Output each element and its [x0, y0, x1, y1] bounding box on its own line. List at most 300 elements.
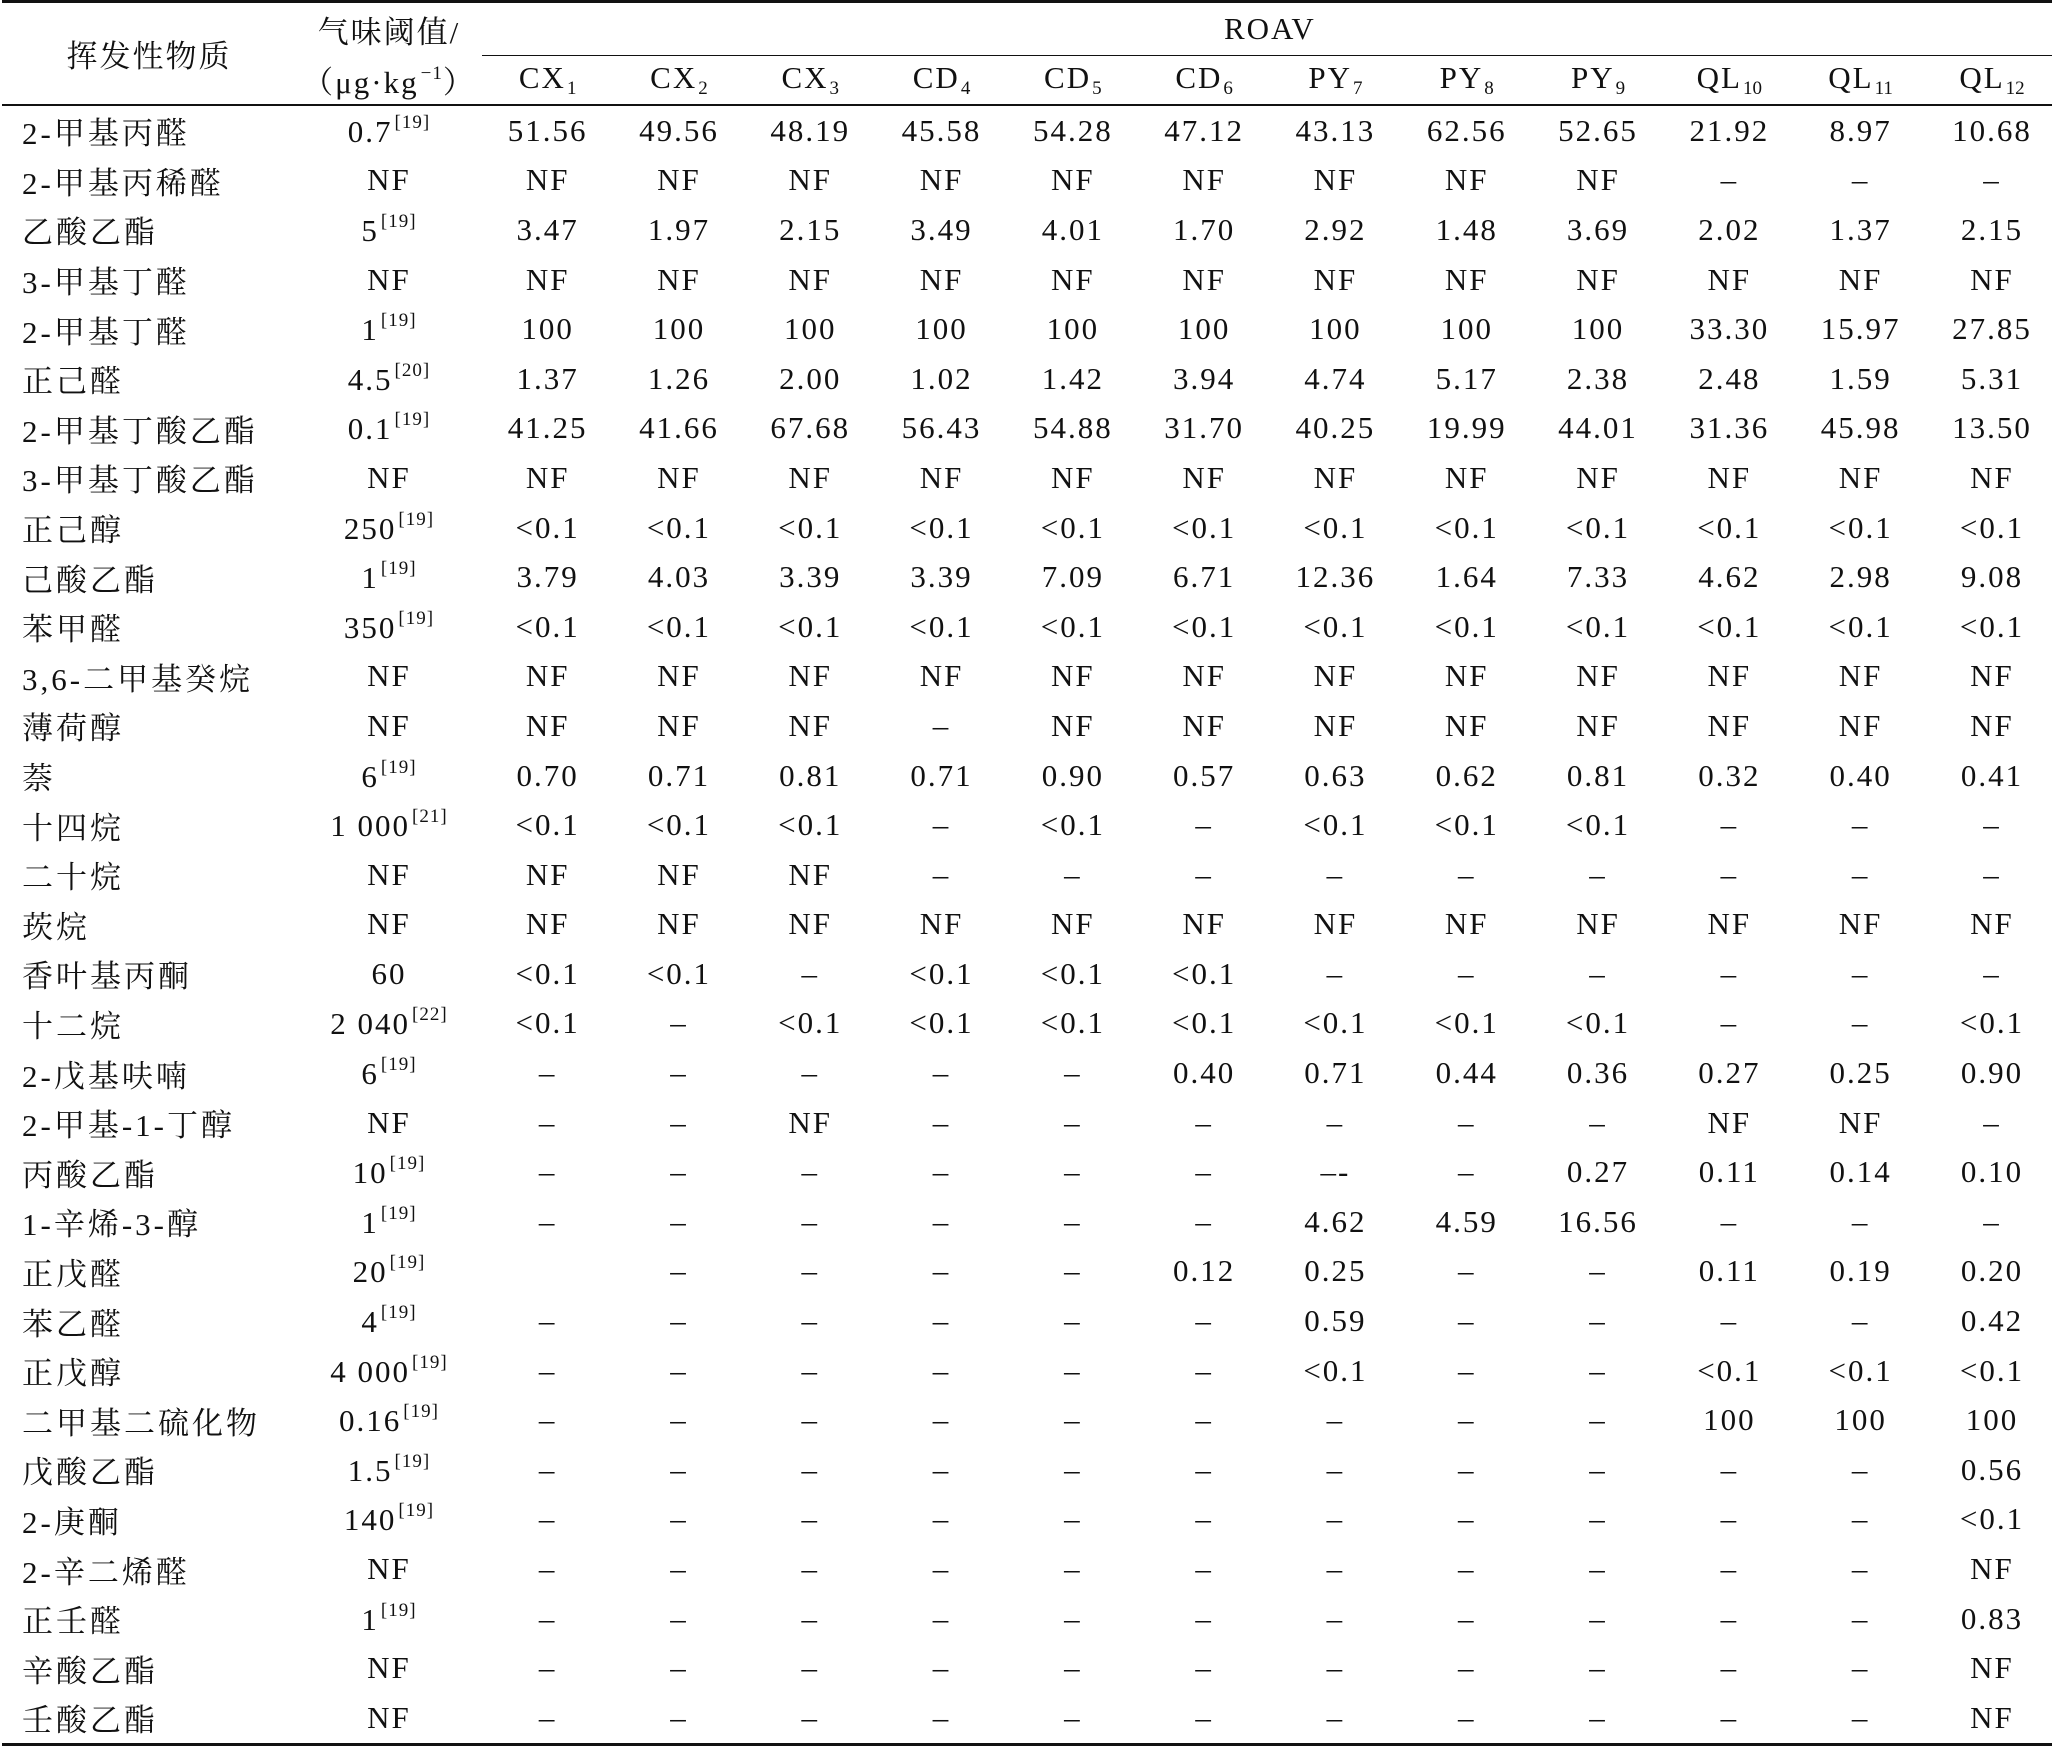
- roav-value-cell: NF: [525, 459, 570, 495]
- roav-value-cell: 31.70: [1164, 410, 1244, 446]
- compound-name-cell: 2-甲基丙稀醛: [22, 165, 224, 201]
- roav-value-cell: –: [1983, 1104, 2001, 1140]
- roav-value-cell: –: [1589, 1104, 1607, 1140]
- compound-name-cell: 正己醛: [22, 364, 124, 400]
- compound-name-cell: 正戊醛: [22, 1256, 124, 1292]
- roav-value-cell: <0.1: [1040, 807, 1105, 843]
- roav-value-cell: 62.56: [1426, 112, 1507, 148]
- roav-value-cell: 7.33: [1566, 559, 1630, 595]
- roav-value-cell: 54.88: [1032, 410, 1113, 446]
- roav-value-cell: NF: [1444, 658, 1489, 694]
- roav-value-cell: NF: [1313, 261, 1358, 297]
- compound-name-cell: 十四烷: [22, 810, 124, 846]
- roav-value-cell: 0.90: [1960, 1055, 2024, 1091]
- roav-value-cell: –: [1195, 1501, 1213, 1537]
- roav-value-cell: –: [670, 1352, 688, 1388]
- roav-value-cell: –: [1064, 1154, 1082, 1190]
- threshold-cell: 2 040 [22]: [330, 1004, 448, 1042]
- threshold-cell: 0.7 [19]: [347, 111, 431, 149]
- table-row: [2, 850, 2052, 900]
- roav-value-cell: <0.1: [646, 608, 712, 644]
- roav-value-cell: <0.1: [1303, 807, 1368, 843]
- roav-value-cell: <0.1: [1697, 608, 1762, 644]
- roav-value-cell: –: [932, 856, 951, 892]
- table-row: [2, 1395, 2052, 1445]
- sample-header: $QL_{10}$: [1664, 56, 1795, 106]
- roav-value-cell: 3.47: [516, 211, 579, 247]
- roav-value-cell: NF: [1182, 658, 1226, 694]
- roav-value-cell: –: [1457, 1501, 1476, 1537]
- roav-value-cell: NF: [1576, 162, 1620, 198]
- compound-name-cell: 香叶基丙酮: [22, 959, 192, 995]
- roav-value-cell: 13.50: [1952, 410, 2032, 446]
- threshold-cell: 1 [19]: [361, 1202, 417, 1240]
- roav-value-cell: 0.27: [1698, 1055, 1761, 1091]
- roav-value-cell: –: [1326, 1551, 1345, 1587]
- roav-value-cell: –: [1532, 1693, 1663, 1744]
- roav-value-cell: <0.1: [1697, 509, 1762, 545]
- roav-value-cell: –: [1851, 1451, 1870, 1487]
- roav-value-cell: –: [1195, 1551, 1213, 1587]
- roav-value-cell: 3.79: [516, 559, 579, 595]
- roav-value-cell: 2.00: [779, 360, 842, 396]
- roav-value-cell: 0.14: [1829, 1154, 1892, 1190]
- roav-value-cell: –-: [1320, 1154, 1351, 1190]
- roav-value-cell: 40.25: [1295, 410, 1376, 446]
- roav-value-cell: 56.43: [901, 410, 982, 446]
- roav-value-cell: NF: [1707, 459, 1752, 495]
- roav-value-cell: 48.19: [770, 112, 851, 148]
- roav-value-cell: –: [538, 1551, 557, 1587]
- roav-value-cell: 15.97: [1820, 311, 1901, 347]
- roav-value-cell: <0.1: [515, 509, 580, 545]
- roav-value-cell: NF: [1444, 906, 1489, 942]
- roav-value-cell: 100: [1046, 311, 1100, 347]
- roav-value-cell: –: [482, 1693, 613, 1744]
- table-header: [2, 2, 2052, 106]
- compound-name-cell: 2-甲基丙醛: [22, 116, 190, 152]
- roav-value-cell: –: [1457, 856, 1476, 892]
- roav-value-cell: –: [1664, 1693, 1795, 1744]
- roav-value-cell: –: [1326, 1402, 1345, 1438]
- roav-value-cell: <0.1: [1565, 807, 1631, 843]
- roav-value-cell: NF: [525, 261, 570, 297]
- roav-value-cell: 1.70: [1173, 211, 1236, 247]
- roav-value-cell: –: [932, 1203, 951, 1239]
- roav-value-cell: –: [1326, 1451, 1345, 1487]
- compound-name-cell: 2-甲基-1-丁醇: [22, 1108, 235, 1144]
- table-body: [2, 105, 2052, 1744]
- roav-value-cell: 2.98: [1829, 559, 1892, 595]
- sample-header: $PY_8$: [1401, 56, 1532, 106]
- roav-value-cell: NF: [1970, 1650, 2014, 1686]
- roav-value-cell: NF: [1707, 707, 1752, 743]
- roav-value-cell: 31.36: [1689, 410, 1770, 446]
- roav-value-cell: <0.1: [1959, 509, 2025, 545]
- roav-value-cell: –: [801, 1055, 819, 1091]
- threshold-cell: NF: [367, 1551, 411, 1587]
- table-row: [2, 255, 2052, 305]
- threshold-cell: 6 [19]: [361, 756, 417, 794]
- threshold-cell: 250 [19]: [343, 508, 435, 546]
- table-row: [2, 1445, 2052, 1495]
- roav-value-cell: NF: [657, 261, 701, 297]
- roav-value-cell: 16.56: [1558, 1203, 1638, 1239]
- roav-value-cell: –: [1457, 1253, 1476, 1289]
- table-row: [2, 1346, 2052, 1396]
- roav-value-cell: NF: [788, 162, 833, 198]
- roav-value-cell: NF: [525, 856, 570, 892]
- roav-value-cell: <0.1: [1828, 608, 1893, 644]
- roav-value-cell: –: [1064, 1055, 1082, 1091]
- roav-value-cell: 2.38: [1566, 360, 1630, 396]
- roav-value-cell: <0.1: [1172, 955, 1237, 991]
- roav-value-cell: NF: [1707, 1104, 1752, 1140]
- roav-value-cell: 7.09: [1041, 559, 1104, 595]
- roav-value-cell: 0.71: [647, 757, 711, 793]
- roav-value-cell: 49.56: [639, 112, 719, 148]
- roav-value-cell: –: [538, 1402, 557, 1438]
- roav-value-cell: 19.99: [1426, 410, 1507, 446]
- roav-value-cell: <0.1: [646, 509, 712, 545]
- roav-value-cell: 41.25: [507, 410, 588, 446]
- roav-value-cell: –: [1064, 1402, 1082, 1438]
- roav-value-cell: NF: [525, 658, 570, 694]
- roav-value-cell: –: [1195, 1451, 1213, 1487]
- roav-value-cell: <0.1: [1434, 807, 1499, 843]
- roav-value-cell: NF: [1576, 707, 1620, 743]
- roav-value-cell: –: [1720, 856, 1739, 892]
- roav-value-cell: –: [1195, 1154, 1213, 1190]
- table-row: [2, 1247, 2052, 1297]
- roav-value-cell: –: [1401, 1693, 1532, 1744]
- roav-value-cell: NF: [1313, 658, 1358, 694]
- roav-value-cell: –: [1064, 1501, 1082, 1537]
- roav-value-cell: NF: [1182, 906, 1226, 942]
- roav-value-cell: 100: [783, 311, 837, 347]
- table-row: [2, 900, 2052, 950]
- roav-header: ROAV: [482, 2, 2052, 56]
- threshold-header-line2: （μg·kg $^{-1}$）: [296, 56, 482, 106]
- roav-value-cell: –: [1851, 1600, 1870, 1636]
- roav-value-cell: <0.1: [1172, 608, 1237, 644]
- roav-value-cell: –: [1720, 162, 1739, 198]
- threshold-cell: NF: [367, 906, 411, 942]
- roav-value-cell: –: [1851, 162, 1870, 198]
- roav-value-cell: 47.12: [1164, 112, 1244, 148]
- roav-value-cell: NF: [1051, 707, 1095, 743]
- roav-value-cell: <0.1: [515, 807, 580, 843]
- roav-value-cell: <0.1: [1697, 1352, 1762, 1388]
- table-row: [2, 105, 2052, 156]
- roav-value-cell: –: [1589, 856, 1607, 892]
- roav-value-cell: –: [932, 1253, 951, 1289]
- table-row: [2, 652, 2052, 702]
- roav-value-cell: –: [1720, 1551, 1739, 1587]
- roav-table: [2, 0, 2052, 1746]
- roav-value-cell: NF: [657, 707, 701, 743]
- roav-value-cell: 10.68: [1952, 112, 2032, 148]
- roav-value-cell: 1.37: [1829, 211, 1892, 247]
- roav-value-cell: –: [1851, 1501, 1870, 1537]
- roav-value-cell: –: [1195, 1650, 1213, 1686]
- roav-value-cell: –: [932, 1551, 951, 1587]
- roav-value-cell: <0.1: [1565, 1005, 1631, 1041]
- roav-value-cell: 0.90: [1041, 757, 1104, 793]
- roav-value-cell: 0.11: [1698, 1253, 1760, 1289]
- table-row: [2, 552, 2052, 602]
- roav-value-cell: <0.1: [778, 1005, 843, 1041]
- roav-value-cell: NF: [1051, 162, 1095, 198]
- roav-value-cell: –: [1457, 1352, 1476, 1388]
- roav-value-cell: –: [1064, 1253, 1082, 1289]
- roav-value-cell: –: [1589, 1650, 1607, 1686]
- threshold-cell: 4 000 [19]: [330, 1351, 448, 1389]
- roav-value-cell: <0.1: [1828, 509, 1893, 545]
- compound-name-cell: 二十烷: [22, 860, 124, 896]
- roav-value-cell: 5.31: [1960, 360, 2024, 396]
- roav-value-cell: NF: [657, 856, 701, 892]
- roav-value-cell: –: [1983, 856, 2001, 892]
- table-row: [2, 205, 2052, 255]
- roav-value-cell: –: [801, 1551, 819, 1587]
- roav-value-cell: 8.97: [1829, 112, 1892, 148]
- threshold-cell: 0.1 [19]: [347, 409, 431, 447]
- roav-value-cell: 1.59: [1829, 360, 1892, 396]
- roav-value-cell: –: [1720, 955, 1739, 991]
- roav-value-cell: NF: [1444, 459, 1489, 495]
- sample-header-row: [2, 56, 2052, 106]
- sample-header: $QL_{11}$: [1795, 56, 1926, 106]
- roav-value-cell: –: [1983, 162, 2001, 198]
- roav-value-cell: 100: [1965, 1402, 2019, 1438]
- roav-value-cell: –: [1064, 1650, 1082, 1686]
- roav-value-cell: 100: [1703, 1402, 1756, 1438]
- roav-value-cell: –: [1064, 1451, 1082, 1487]
- roav-value-cell: NF: [788, 459, 833, 495]
- threshold-cell: NF: [367, 856, 411, 892]
- roav-value-cell: NF: [1313, 162, 1358, 198]
- compound-name-cell: 戊酸乙酯: [22, 1455, 158, 1491]
- roav-value-cell: NF: [1838, 261, 1883, 297]
- sample-header: $PY_9$: [1532, 56, 1663, 106]
- threshold-cell: 350 [19]: [343, 607, 435, 645]
- roav-value-cell: 0.32: [1698, 757, 1761, 793]
- table-row: [2, 1544, 2052, 1594]
- roav-value-cell: 100: [915, 311, 968, 347]
- roav-value-cell: 45.58: [901, 112, 982, 148]
- table-row: [2, 354, 2052, 404]
- roav-value-cell: –: [1589, 1352, 1607, 1388]
- roav-value-cell: <0.1: [1040, 1005, 1105, 1041]
- roav-value-cell: NF: [919, 261, 964, 297]
- roav-value-cell: NF: [1707, 261, 1752, 297]
- roav-value-cell: –: [1007, 1693, 1138, 1744]
- roav-value-cell: –: [670, 1600, 688, 1636]
- roav-value-cell: NF: [1313, 459, 1358, 495]
- roav-value-cell: <0.1: [1565, 509, 1631, 545]
- roav-value-cell: NF: [1926, 1693, 2052, 1744]
- roav-value-cell: 100: [1834, 1402, 1887, 1438]
- roav-value-cell: NF: [788, 906, 833, 942]
- roav-value-cell: –: [1195, 807, 1213, 843]
- roav-value-cell: <0.1: [1040, 608, 1105, 644]
- roav-value-cell: NF: [1576, 906, 1620, 942]
- sample-header: $PY_7$: [1270, 56, 1401, 106]
- roav-value-cell: 0.81: [779, 757, 842, 793]
- roav-value-cell: 4.62: [1698, 559, 1761, 595]
- compound-name-cell: 辛酸乙酯: [22, 1653, 158, 1689]
- roav-value-cell: NF: [1576, 261, 1620, 297]
- table-row: [2, 999, 2052, 1049]
- roav-value-cell: –: [670, 1104, 688, 1140]
- compound-name-cell: 薄荷醇: [22, 711, 124, 747]
- roav-value-cell: –: [670, 1402, 688, 1438]
- roav-value-cell: 0.40: [1173, 1055, 1236, 1091]
- roav-value-cell: –: [1457, 1650, 1476, 1686]
- roav-value-cell: NF: [1182, 261, 1226, 297]
- roav-value-cell: 0.20: [1960, 1253, 2024, 1289]
- roav-value-cell: –: [1851, 1303, 1870, 1339]
- roav-value-cell: –: [876, 1693, 1007, 1744]
- roav-value-cell: <0.1: [1565, 608, 1631, 644]
- reference-citation: [20]: [394, 359, 431, 381]
- sample-header: $CX_2$: [613, 56, 744, 106]
- roav-value-cell: 0.11: [1698, 1154, 1760, 1190]
- compound-name-cell: 2-戊基呋喃: [22, 1058, 190, 1094]
- roav-value-cell: 0.71: [1304, 1055, 1367, 1091]
- table-row: [2, 304, 2052, 354]
- roav-value-cell: –: [1851, 807, 1870, 843]
- threshold-cell: 4 [19]: [361, 1302, 417, 1340]
- sample-header: $CD_5$: [1007, 56, 1138, 106]
- roav-value-cell: –: [1064, 1352, 1082, 1388]
- roav-value-cell: –: [1195, 1104, 1213, 1140]
- roav-value-cell: –: [1589, 1551, 1607, 1587]
- roav-value-cell: NF: [1182, 459, 1226, 495]
- reference-citation: [19]: [380, 1202, 417, 1224]
- roav-value-cell: –: [1589, 955, 1607, 991]
- roav-value-cell: –: [932, 1650, 951, 1686]
- threshold-cell: NF: [367, 1650, 411, 1686]
- table-row: [2, 503, 2052, 553]
- roav-value-cell: 1.02: [910, 360, 973, 396]
- table-row: [2, 949, 2052, 999]
- roav-value-cell: –: [670, 1005, 688, 1041]
- roav-value-cell: –: [538, 1303, 557, 1339]
- roav-value-cell: <0.1: [646, 807, 712, 843]
- roav-value-cell: NF: [1444, 162, 1489, 198]
- roav-value-cell: [482, 1247, 613, 1297]
- roav-value-cell: –: [932, 1154, 951, 1190]
- compound-name-cell: 正己醇: [22, 513, 124, 549]
- table-row: [2, 404, 2052, 454]
- sample-header: $QL_{12}$: [1926, 56, 2052, 106]
- roav-value-cell: –: [801, 1600, 819, 1636]
- roav-value-cell: –: [1720, 1303, 1739, 1339]
- roav-value-cell: –: [1064, 1303, 1082, 1339]
- roav-value-cell: –: [1326, 1600, 1345, 1636]
- compound-name-cell: 十二烷: [22, 1008, 124, 1044]
- roav-value-cell: –: [801, 1650, 819, 1686]
- roav-value-cell: <0.1: [1040, 509, 1105, 545]
- roav-value-cell: <0.1: [1303, 1352, 1368, 1388]
- roav-value-cell: 0.57: [1173, 757, 1236, 793]
- roav-value-cell: –: [1851, 1650, 1870, 1686]
- roav-value-cell: NF: [919, 162, 964, 198]
- roav-value-cell: <0.1: [1434, 608, 1499, 644]
- reference-citation: [19]: [394, 111, 431, 133]
- reference-citation: [19]: [380, 210, 417, 232]
- roav-value-cell: <0.1: [1959, 1352, 2025, 1388]
- threshold-cell: 0.16 [19]: [339, 1401, 439, 1439]
- threshold-cell: 1 [19]: [361, 558, 417, 596]
- reference-citation: [19]: [380, 1599, 417, 1621]
- roav-value-cell: –: [1983, 955, 2001, 991]
- roav-value-cell: NF: [1051, 459, 1095, 495]
- roav-value-cell: –: [1851, 856, 1870, 892]
- roav-value-cell: –: [801, 1203, 819, 1239]
- roav-value-cell: NF: [1970, 1551, 2014, 1587]
- table-row: [2, 1296, 2052, 1346]
- roav-value-cell: –: [1326, 955, 1345, 991]
- roav-value-cell: –: [1457, 1154, 1476, 1190]
- compound-name-cell: 壬酸乙酯: [2, 1693, 296, 1744]
- roav-value-cell: –: [932, 1104, 951, 1140]
- threshold-cell: 20 [19]: [352, 1252, 426, 1290]
- reference-citation: [19]: [394, 1450, 431, 1472]
- reference-citation: [19]: [380, 558, 417, 580]
- roav-value-cell: 4.62: [1304, 1203, 1367, 1239]
- roav-value-cell: –: [1064, 1104, 1082, 1140]
- roav-value-cell: –: [670, 1055, 688, 1091]
- roav-value-cell: –: [1064, 856, 1082, 892]
- roav-value-cell: 2.15: [1960, 211, 2024, 247]
- roav-value-cell: NF: [1970, 459, 2014, 495]
- roav-value-cell: –: [1720, 1005, 1739, 1041]
- roav-value-cell: –: [670, 1253, 688, 1289]
- roav-value-cell: –: [1457, 1451, 1476, 1487]
- reference-citation: [19]: [398, 607, 435, 629]
- roav-value-cell: –: [538, 1154, 557, 1190]
- table-row: [2, 1643, 2052, 1693]
- roav-value-cell: 6.71: [1173, 559, 1236, 595]
- roav-value-cell: <0.1: [1434, 1005, 1499, 1041]
- roav-value-cell: 21.92: [1689, 112, 1770, 148]
- roav-value-cell: –: [1720, 1600, 1739, 1636]
- roav-value-cell: 1.48: [1435, 211, 1498, 247]
- compound-name-cell: 己酸乙酯: [22, 562, 158, 598]
- threshold-cell: NF: [367, 162, 411, 198]
- roav-value-cell: NF: [788, 856, 833, 892]
- threshold-cell: NF: [296, 1693, 482, 1744]
- roav-value-cell: 0.10: [1960, 1154, 2024, 1190]
- roav-value-cell: 0.44: [1435, 1055, 1498, 1091]
- roav-value-cell: 3.49: [910, 211, 973, 247]
- roav-value-cell: 0.81: [1566, 757, 1630, 793]
- table-row: [2, 1098, 2052, 1148]
- compound-name-cell: 3-甲基丁醛: [22, 265, 190, 301]
- roav-value-cell: –: [670, 1203, 688, 1239]
- threshold-cell: 60: [371, 955, 407, 991]
- roav-value-cell: –: [538, 1451, 557, 1487]
- reference-citation: [19]: [398, 508, 435, 530]
- roav-value-cell: 0.70: [516, 757, 579, 793]
- table-row: [2, 800, 2052, 850]
- roav-value-cell: –: [1795, 1693, 1926, 1744]
- roav-value-cell: –: [932, 1501, 951, 1537]
- roav-value-cell: –: [1851, 1203, 1870, 1239]
